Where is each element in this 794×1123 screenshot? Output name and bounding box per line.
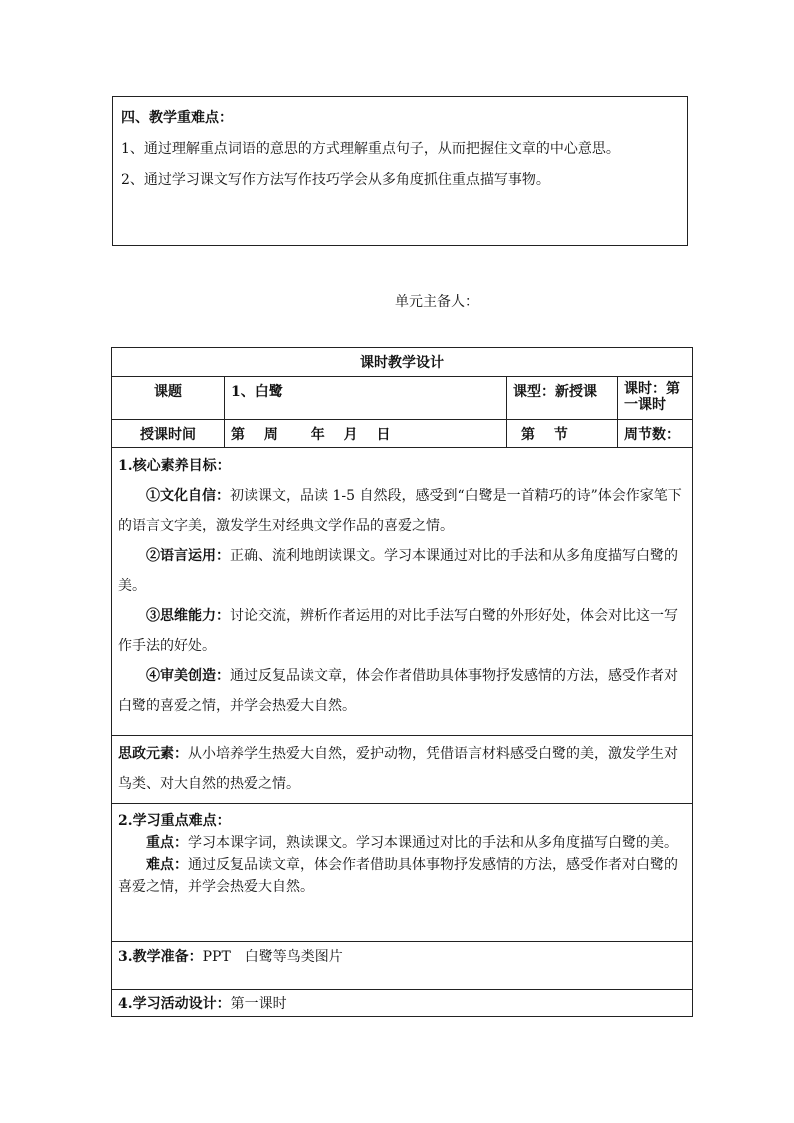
key-difficulty-item-1: 1、通过理解重点词语的意思的方式理解重点句子，从而把握住文章的中心意思。 xyxy=(121,141,620,157)
class-time-date: 第 周 年 月 日 xyxy=(225,420,507,448)
goal-text: 讨论交流，辨析作者运用的对比手法写白鹭的外形好处，体会对比这一写作手法的好处。 xyxy=(118,608,678,654)
goal-item xyxy=(118,601,686,661)
lesson-design-table xyxy=(111,347,693,1017)
key-point-title: 重点： xyxy=(146,835,188,851)
key-difficulty-item-2: 2、通过学习课文写作方法写作技巧学会从多角度抓住重点描写事物。 xyxy=(121,172,550,188)
difficult-point-text: 通过反复品读文章，体会作者借助具体事物抒发感情的方法，感受作者对白鹭的喜爱之情，并学会热爱大自然。 xyxy=(118,857,678,895)
goal-title: ②语言运用： xyxy=(146,548,230,564)
teaching-prep-cell xyxy=(112,942,693,990)
key-point-text: 学习本课字词，熟读课文。学习本课通过对比的手法和从多角度描写白鹭的美。 xyxy=(188,835,678,851)
teaching-prep-title: 3.教学准备： xyxy=(118,949,203,965)
key-difficulties-box xyxy=(112,96,688,246)
activity-design-cell xyxy=(112,990,693,1017)
unit-preparer-label: 单元主备人： xyxy=(395,294,479,310)
activity-design-text: 第一课时 xyxy=(230,996,287,1012)
goal-text: 初读课文，品读 1-5 自然段，感受到“白鹭是一首精巧的诗”体会作家笔下的语言文字美，激发学生对经典文学作品的喜爱之情。 xyxy=(118,488,682,534)
activity-design-title: 4.学习活动设计： xyxy=(118,996,231,1012)
keypoints-heading: 2.学习重点难点： xyxy=(118,813,231,829)
table-title: 课时教学设计 xyxy=(112,348,693,377)
core-goals-cell xyxy=(112,448,693,736)
lesson-type: 课型：新授课 xyxy=(507,377,618,420)
goal-text: 通过反复品读文章，体会作者借助具体事物抒发感情的方法，感受作者对白鹭的喜爱之情，并学会热爱大自然。 xyxy=(118,668,678,714)
ideology-text: 从小培养学生热爱大自然，爱护动物，凭借语言材料感受白鹭的美，激发学生对鸟类、对大自然的热爱之情。 xyxy=(118,746,678,792)
key-point xyxy=(118,832,686,854)
keypoints-cell xyxy=(112,804,693,942)
goal-item xyxy=(118,541,686,601)
difficult-point-title: 难点： xyxy=(146,857,188,873)
ideology-cell xyxy=(112,736,693,804)
teaching-prep-text: PPT 白鹭等鸟类图片 xyxy=(202,949,343,965)
core-goals-heading: 1.核心素养目标： xyxy=(118,458,231,474)
goal-item xyxy=(118,661,686,721)
weekly-sessions-label: 周节数： xyxy=(618,420,693,448)
goal-title: ①文化自信： xyxy=(146,488,230,504)
difficult-point xyxy=(118,854,686,898)
class-time-label: 授课时间 xyxy=(112,420,225,448)
ideology-title: 思政元素： xyxy=(118,746,188,762)
goal-text: 正确、流利地朗读课文。学习本课通过对比的手法和从多角度描写白鹭的美。 xyxy=(118,548,678,594)
key-difficulties-heading: 四、教学重难点： xyxy=(121,110,233,126)
topic-label: 课题 xyxy=(112,377,225,420)
goal-item xyxy=(118,481,686,541)
topic-value: 1、白鹭 xyxy=(225,377,507,420)
lesson-period: 课时：第一课时 xyxy=(618,377,693,420)
goal-title: ③思维能力： xyxy=(146,608,230,624)
goal-title: ④审美创造： xyxy=(146,668,230,684)
class-time-section: 第 节 xyxy=(507,420,618,448)
